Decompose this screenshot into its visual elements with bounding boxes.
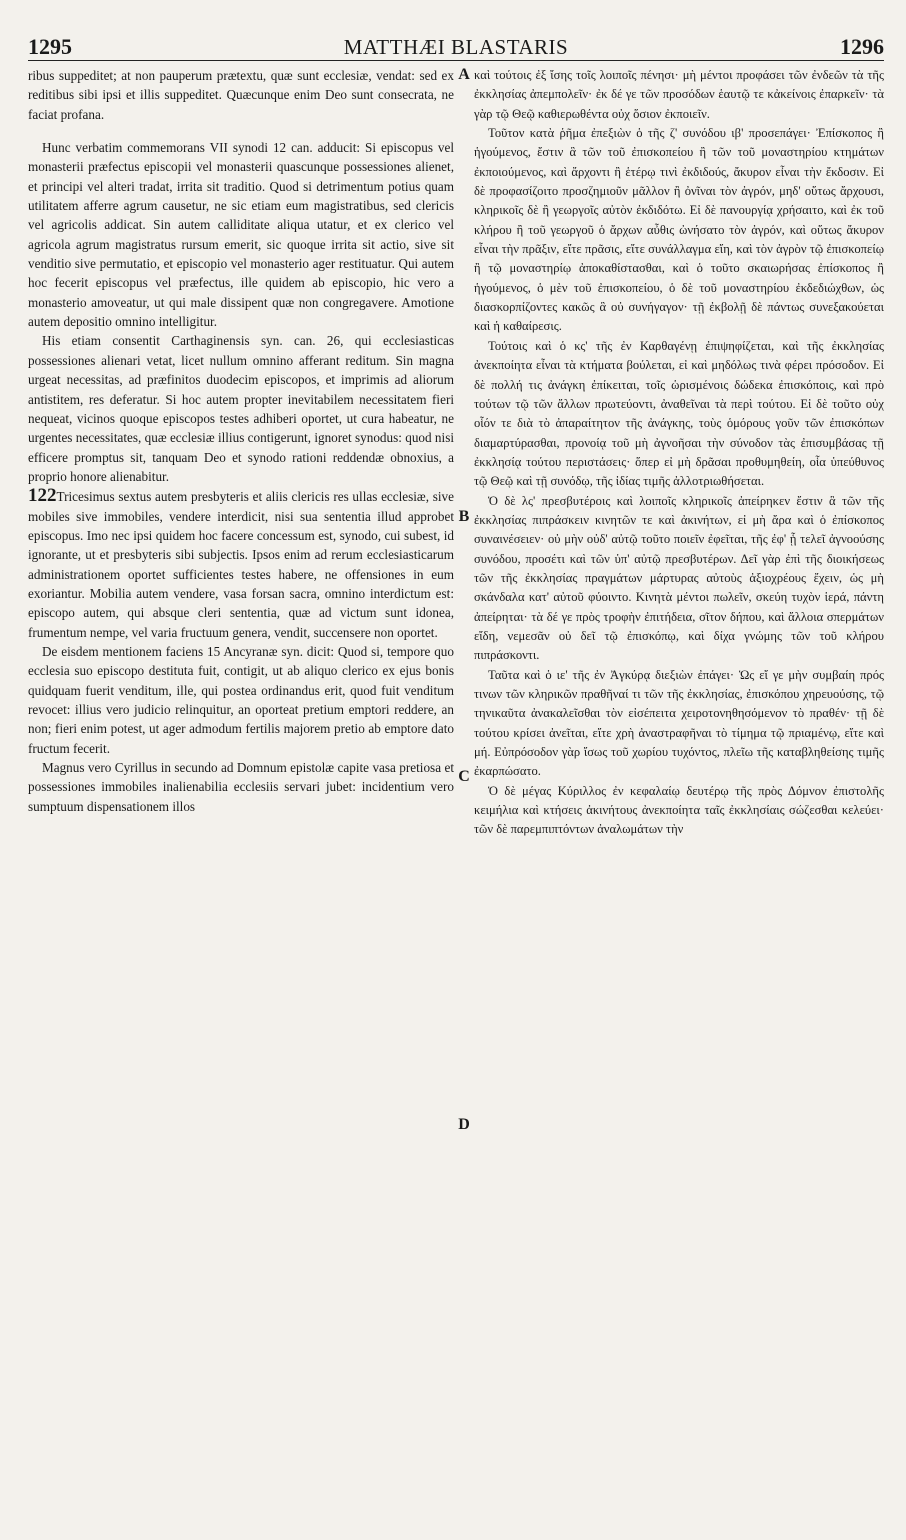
greek-paragraph-text: Ταῦτα καὶ ὁ ιε' τῆς ἐν Ἀγκύρᾳ διεξιὼν ἐπάγει· Ὡς εἴ γε μὴν συμβαίη πρός τινων τῶν κληρικῶν πραθῆναί τι τῶν τῆς ἐκκλησίας, ἐπισκόπου χηρευούσης, τῷ τηνικαῦτα ἀνακαλεῖσθαι τὸν εἰσέπειτα χειροτονηθησόμενον τὸ πραθέν· τῇ δὲ τούτου κρίσει ἀνεῖται, εἴτε χρὴ ἀναστραφῆναι τὸ τίμημα τῷ πριαμένῳ, εἴτε καὶ μή. Εὐπρόσοδον γὰρ ἴσως τοῦ χωρίου τυχόντος, πλεῖω τῆς καταβληθείσης τιμῆς ἐκαρπώσατο. — [474, 667, 884, 779]
latin-paragraph — [28, 66, 454, 124]
greek-paragraph-text: Ὁ δὲ μέγας Κύριλλος ἐν κεφαλαίῳ δευτέρῳ τῆς πρὸς Δόμνον ἐπιστολῆς κειμήλια καὶ κτήσεις ἀκινήτους ἀνεκποίητα ταῖς ἐκκλησίαις σώζεσθαι κελεύει· τῶν δὲ παρεμπιπτόντων ἀναλωμάτων τὴν — [474, 783, 884, 837]
latin-paragraph-text: Magnus vero Cyrillus in secundo ad Domnum epistolæ capite vasa pretiosa et possessiones immobiles inalienabilia ecclesiis servari jubet: incidentium vero sumptuum dispensationem illos — [28, 760, 454, 814]
latin-column — [28, 66, 454, 816]
latin-paragraph-text: ribus suppeditet; at non pauperum prætextu, quæ sunt ecclesiæ, vendat: sed ex reditibus sibi ipsi et illis suppeditet. Quæcunque enim Deo sunt consecrata, ne faciat profana. — [28, 68, 454, 122]
margin-marker-a: A — [458, 66, 470, 83]
latin-paragraph-text: His etiam consentit Carthaginensis syn. can. 26, qui ecclesiasticas possessiones alienari vetat, licet nullum omnino afferant reditum. Sin magna urgeat necessitas, ad præfinitos duodecim episcopos, et imprimis ad aliorum antistitem, res deferatur. Si hoc autem propter inevitabilem necessitatem fieri nequeat, vicinos quoque episcopos testes adhiberi oportet, ut cura habeatur, ne urgentes necessitates, quæ ecclesiæ illius contigerunt, ignoret synodus: quod nisi efficere promptus sit, tanquam Deo et synodo rationi reddendæ obnoxius, a proprio honore alienabitur. — [28, 333, 454, 484]
left-page-number: 1295 — [28, 34, 72, 59]
greek-paragraph-text: καὶ τούτοις ἐξ ἴσης τοῖς λοιποῖς πένησι· μὴ μέντοι προφάσει τῶν ἐνδεῶν τὰ τῆς ἐκκλησίας ἀπεμπολεῖν· ἐκ δέ γε τῶν προσόδων ἑαυτῷ τε κἀκείνοις ἐπαρκεῖν· τὰ γὰρ τῷ Θεῷ καθιερωθέντα οὐχ ὅσιον ἐκποιεῖν. — [474, 68, 884, 121]
page-header — [28, 34, 884, 61]
latin-paragraph — [28, 331, 454, 486]
latin-paragraph — [28, 486, 454, 642]
greek-column — [474, 66, 884, 840]
running-title: MATTHÆI BLASTARIS — [343, 34, 569, 59]
latin-paragraph — [28, 758, 454, 816]
greek-paragraph — [474, 666, 884, 782]
right-page-number: 1296 — [839, 34, 884, 59]
greek-paragraph — [474, 492, 884, 666]
margin-marker-c: C — [458, 768, 470, 785]
latin-paragraph-text: Hunc verbatim commemorans VII synodi 12 can. adducit: Si episcopus vel monasterii præfectus episcopii vel monasterii quascunque possessiones alienet, et principi vel alteri tradat, irrita sit traditio. Quod si detrimentum potius quam utilitatem afferre agrum causetur, ne sic etiam eum magistratibus, sed clericis vel agricolis addicat. Sin autem calliditate aliqua utatur, et ex clerico vel agricola agrum magistratus rursum emerit, sic quoque irrita sit actio, sive sit venditio sive permutatio, et episcopio vel monasterio ager restituatur. Qui autem hoc fecerit episcopus vel præfectus, ille quidem ab episcopio, hic vero a monasterio amoveatur, ut qui male dissipent quæ non congregavere. Amotione autem depositio omnino intelligitur. — [28, 140, 454, 330]
latin-paragraph-text: De eisdem mentionem faciens 15 Ancyranæ syn. dicit: Quod si, tempore quo ecclesia suo episcopo destituta fuit, contigit, ut ab aliquo clerico ex ejus bonis quidquam fuerit venditum, ille, qui postea ordinandus erit, quod fuit venditum revocet: illius vero judicio relinquitur, an oporteat pretium emptori reddere, an non; fieri enim potest, ut ager admodum fertilis majorem pretio ab emptore dato fructum fecerit. — [28, 643, 454, 756]
greek-paragraph-text: Τούτοις καὶ ὁ κς' τῆς ἐν Καρθαγένῃ ἐπιψηφίζεται, καὶ τῆς ἐκκλησίας ἀνεκποίητα εἶναι τὰ κτήματα βούλεται, εἰ καὶ μηδόλως τινὰ φέρει πρόσοδον. Εἰ δὲ πολλή τις ἀνάγκη ἐπίκειται, τοῖς ὡρισμένοις δώδεκα ἐπισκόποις, καὶ πρὸ τούτων τῷ τῶν ἄλλων πρωτεύοντι, ἀναθεῖναι τὰ περὶ τούτου. Εἰ δὲ τοῦτο οὐχ οἷόν τε διὰ τὸ ἀπαραίτητον τῆς ἀνάγκης, τοὺς ὁμόρους γοῦν τῶν ἐπισκόπων διαμαρτύρασθαι, προνοίᾳ τοῦ μὴ ἀγνοῆσαι τὴν σύνοδον τὰς ἐπισυμβάσας τῇ ἐκκλησίᾳ τούτου περιστάσεις· ὅπερ εἰ μὴ δρᾶσαι προθυμηθείη, οἷα ὑπεύθυνος τῷ Θεῷ καὶ τῇ συνόδῳ, τῆς ἰδίας τιμῆς ἀλλοτριωθήσεται. — [474, 338, 884, 489]
greek-paragraph — [474, 66, 884, 124]
margin-marker-d: D — [458, 1116, 470, 1133]
greek-paragraph-text: Ὁ δὲ λς' πρεσβυτέροις καὶ λοιποῖς κληρικοῖς ἀπείρηκεν ἔστιν ἃ τῶν τῆς ἐκκλησίας πιπράσκειν κινητῶν τε καὶ ἀκινήτων, εἰ μὴ ἄρα καὶ ὁ ἐπίσκοπος συναινέσειεν· οὐ μὴν οὐδ' αὐτῷ τοῦτο ποιεῖν ἐφεῖται, τῆς ἐφ' ᾗ τελεῖ ἀγνοούσης συνόδου, προσέτι καὶ τῶν ὑπ' αὐτῷ πρεσβυτέρων. Δεῖ γὰρ ἐπὶ τῆς διοικήσεως τῶν τῆς ἐκκλησίας πραγμάτων μάρτυρας αὐτοὺς ἀξιοχρέους ἔχειν, ὡς μὴ σκάνδαλα κατ' αὐτοῦ φύοιντο. Κινητὰ μέντοι πωλεῖν, σκεύη τυχὸν ἱερά, πάντη ἀπείρηται· τὰ δέ γε πρὸς τροφὴν ἐπιτήδεια, σῖτον δήπου, καὶ ἄλλοια σπερμάτων εἴδη, νεμεσᾶν οὐ δεῖ τῷ ἐπισκόπῳ, καὶ δίχα γνώμης τῶν τοῦ κλήρου πιπράσκοντι. — [474, 493, 884, 663]
greek-paragraph — [474, 337, 884, 492]
latin-paragraph-text: Tricesimus sextus autem presbyteris et aliis clericis res ullas ecclesiæ, sive mobiles sive immobiles, vendere interdicit, nisi sua sententia illud approbet episcopus. Imo nec ipsi quidem hoc facere concessum est, synodo, cui subest, id ignorante, ut et presbyteris sibi subjectis. Ipsos enim ad rerum ecclesiasticarum administrationem oportet sufficientes testes habere, ne offensiones in eum exoriantur. Mobilia autem vendere, vasa forsan sacra, omnino interdictum est: episcopo autem, qui absque cleri sententia, quæ ad victum sunt idonea, frumentum nempe, vel varia fructuum genera, vendit, succensere non oportet. — [28, 489, 454, 640]
greek-paragraph — [474, 782, 884, 840]
greek-paragraph-text: Τοῦτον κατὰ ῥῆμα ἐπεξιὼν ὁ τῆς ζ' συνόδου ιβ' προσεπάγει· Ἐπίσκοπος ἢ ἡγούμενος, ἔστιν ἃ τῶν τοῦ ἐπισκοπείου ἢ τῶν τοῦ μοναστηρίου κτημάτων ἐκποιούμενος, καὶ ἄρχοντι ἢ ἑτέρῳ τινὶ ἐκδιδούς, ἄκυρον εἶναι τὴν ἔκδοσιν. Εἰ δὲ προφασίζοιτο προσζημιοῦν μᾶλλον ἢ ὀνῖναι τὸν ἀγρόν, μηδ' οὕτως ἄρχουσι, κληρικοῖς δὲ ἢ γεωργοῖς αὐτὸν ἐκδιδότω. Εἰ δὲ πανουργίᾳ χρήσαιτο, καὶ ἐκ τοῦ κλήρου ἢ τοῦ γεωργοῦ ὁ ἄρχων αὖθις ὠνήσατο τὸν ἀγρόν, καὶ οὕτως ἄκυρον εἶναι τὴν πρᾶξιν, εἴτε πρᾶσις, εἴτε συνάλλαγμα εἴη, καὶ τὸν ἀγρὸν τῷ ἐπισκοπείῳ ἢ τῷ μοναστηρίῳ ἀποκαθίστασθαι, καὶ ὁ τοῦτο σκαιωρήσας ἐπίσκοπος ἢ ἡγούμενος, ὁ μὲν τοῦ ἐπισκοπείου, ὁ δὲ τοῦ μοναστηρίου ἐκδεδιώχθων, ὡς διασκορπίζοντες κακῶς ἃ οὐ συνήγαγον· τῇ ἐκβολῇ δὲ πάντως συνεξακούεται καὶ ἡ καθαίρεσις. — [474, 126, 884, 334]
greek-paragraph — [474, 124, 884, 337]
page-body — [28, 66, 884, 1526]
latin-paragraph — [28, 642, 454, 758]
latin-paragraph — [28, 138, 454, 331]
canon-number: 122 — [28, 485, 57, 507]
margin-marker-b: B — [458, 508, 470, 525]
